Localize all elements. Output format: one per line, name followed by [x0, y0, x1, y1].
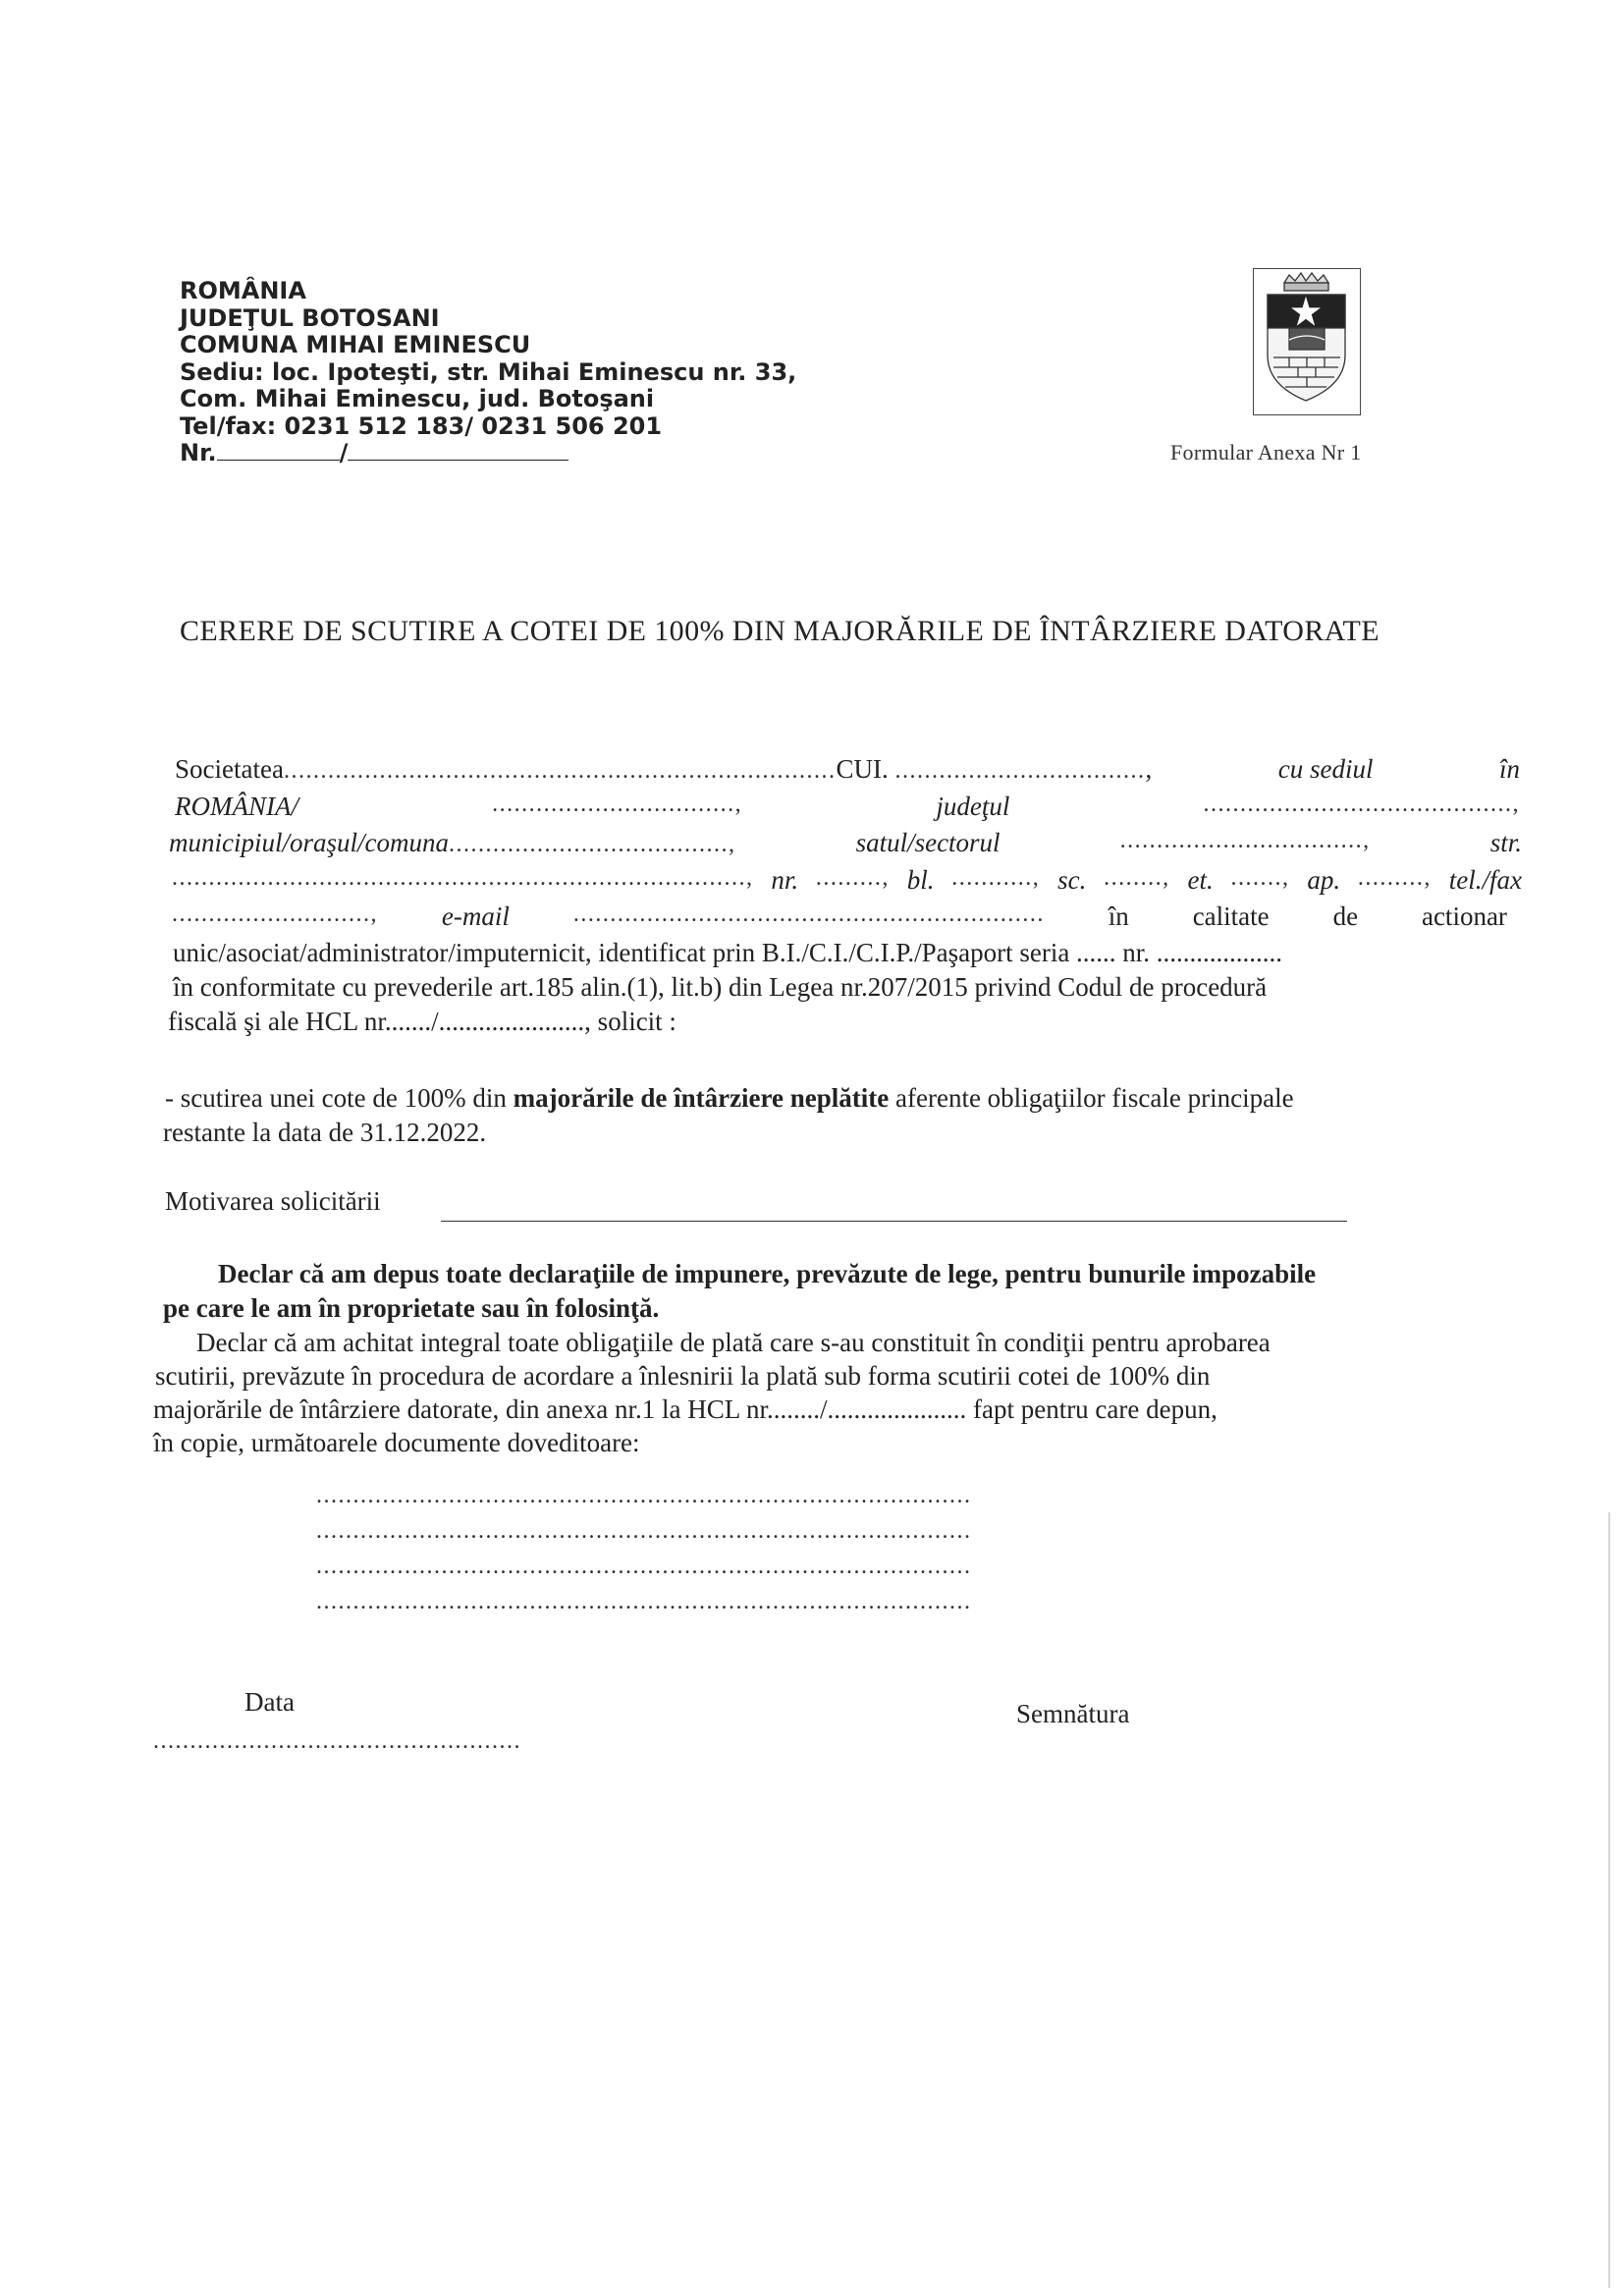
village-label: satul/sectorul — [855, 828, 1001, 857]
email-label: e-mail — [441, 902, 510, 931]
form-line-hcl: fiscală şi ale HCL nr......./......................, solicit : — [168, 1007, 676, 1036]
scan-edge-line — [1608, 1512, 1610, 2288]
block-label: bl. — [906, 865, 935, 895]
country-label: ROMÂNIA/ — [175, 792, 298, 821]
company-label: Societatea — [175, 754, 284, 784]
form-line-identity: unic/asociat/administrator/imputernicit, identificat prin B.I./C.I./C.I.P./Paşaport seria ...... nr. ................... — [173, 938, 1283, 967]
coat-of-arms-icon — [1253, 268, 1361, 415]
county-label: judeţul — [936, 792, 1010, 821]
request-line-2: restante la data de 31.12.2022. — [163, 1118, 487, 1147]
declaration-bold-line-1: Declar că am depus toate declaraţiile de impunere, prevăzute de lege, pentru bunurile impozabile — [218, 1259, 1317, 1288]
number-label: nr. — [771, 865, 799, 895]
form-line-email: ..........................., e-mail ................................................................ în calitate de actionar — [172, 902, 1507, 931]
headquarters-label: cu sediul — [1277, 754, 1374, 784]
form-line-locality: municipiul/oraşul/comuna......................................, satul/sectorul ................................., str. — [169, 828, 1522, 857]
form-line-legal-basis: în conformitate cu prevederile art.185 alin.(1), lit.b) din Legea nr.207/2015 privind Codul de procedură — [173, 972, 1268, 1002]
header-county: JUDEŢUL BOTOSANI — [180, 303, 440, 332]
declaration-line-4: în copie, următoarele documente doveditoare: — [153, 1428, 640, 1457]
document-title: CERERE DE SCUTIRE A COTEI DE 100% DIN MAJORĂRILE DE ÎNTÂRZIERE DATORATE — [180, 615, 1380, 647]
stair-label: sc. — [1057, 865, 1087, 895]
telfax-label: tel./fax — [1448, 865, 1522, 895]
motivation-label: Motivarea solicitării — [165, 1186, 381, 1216]
capacity-in-label: în — [1108, 902, 1129, 931]
declaration-line-1: Declar că am achitat integral toate obligaţiile de plată care s-au constituit în condiţii pentru aprobarea — [196, 1328, 1271, 1357]
header-commune: COMUNA MIHAI EMINESCU — [180, 331, 531, 358]
form-annex-label: Formular Anexa Nr 1 — [1170, 440, 1362, 465]
header-registration-number: Nr. / — [180, 440, 796, 467]
date-label: Data — [244, 1687, 295, 1717]
declaration-line-3: majorările de întârziere datorate, din anexa nr.1 la HCL nr......../..................... fapt pentru care depun, — [153, 1394, 1217, 1424]
header-address: Sediu: loc. Ipoteşti, str. Mihai Eminescu nr. 33, — [180, 357, 797, 386]
document-line-1: ......................................................................................... — [316, 1483, 972, 1508]
signature-label: Semnătura — [1016, 1699, 1130, 1728]
document-line-4: ......................................................................................... — [316, 1589, 972, 1614]
date-dotted-line: .................................................. — [153, 1728, 521, 1754]
apartment-label: ap. — [1307, 865, 1341, 895]
document-line-3: ......................................................................................... — [316, 1554, 972, 1579]
in-label: în — [1498, 754, 1520, 784]
form-line-country: ROMÂNIA/ ................................., judeţul .........................................., — [175, 792, 1520, 821]
capacity-de-label: de — [1332, 902, 1359, 931]
capacity-label: calitate — [1192, 902, 1270, 931]
header-address-2: Com. Mihai Eminescu, jud. Botoşani — [180, 385, 655, 412]
municipality-label: municipiul/oraşul/comuna — [169, 828, 449, 857]
header-phone: Tel/fax: 0231 512 183/ 0231 506 201 — [180, 411, 663, 440]
header-country: ROMÂNIA — [180, 277, 306, 304]
form-line-address: .............................................................................., nr. ........., bl. ..........., sc. ........, et. ......., ap. ........., tel./fax — [172, 865, 1522, 895]
institution-header — [180, 278, 796, 467]
motivation-underline — [441, 1221, 1347, 1222]
cui-label: CUI. — [836, 754, 889, 784]
request-line-1: - scutirea unei cote de 100% din majorările de întârziere neplătite aferente obligaţiilor fiscale principale — [165, 1083, 1294, 1113]
declaration-line-2: scutirii, prevăzute în procedura de acordare a înlesnirii la plată sub forma scutirii cotei de 100% din — [155, 1361, 1211, 1391]
shareholder-label: actionar — [1421, 902, 1507, 931]
street-label: str. — [1489, 828, 1522, 857]
floor-label: et. — [1187, 865, 1214, 895]
document-line-2: ......................................................................................... — [316, 1518, 972, 1544]
form-line-company: Societatea...........................................................................CUI. .................................., cu sediul în — [175, 754, 1520, 784]
declaration-bold-line-2: pe care le am în proprietate sau în folosinţă. — [163, 1293, 660, 1323]
